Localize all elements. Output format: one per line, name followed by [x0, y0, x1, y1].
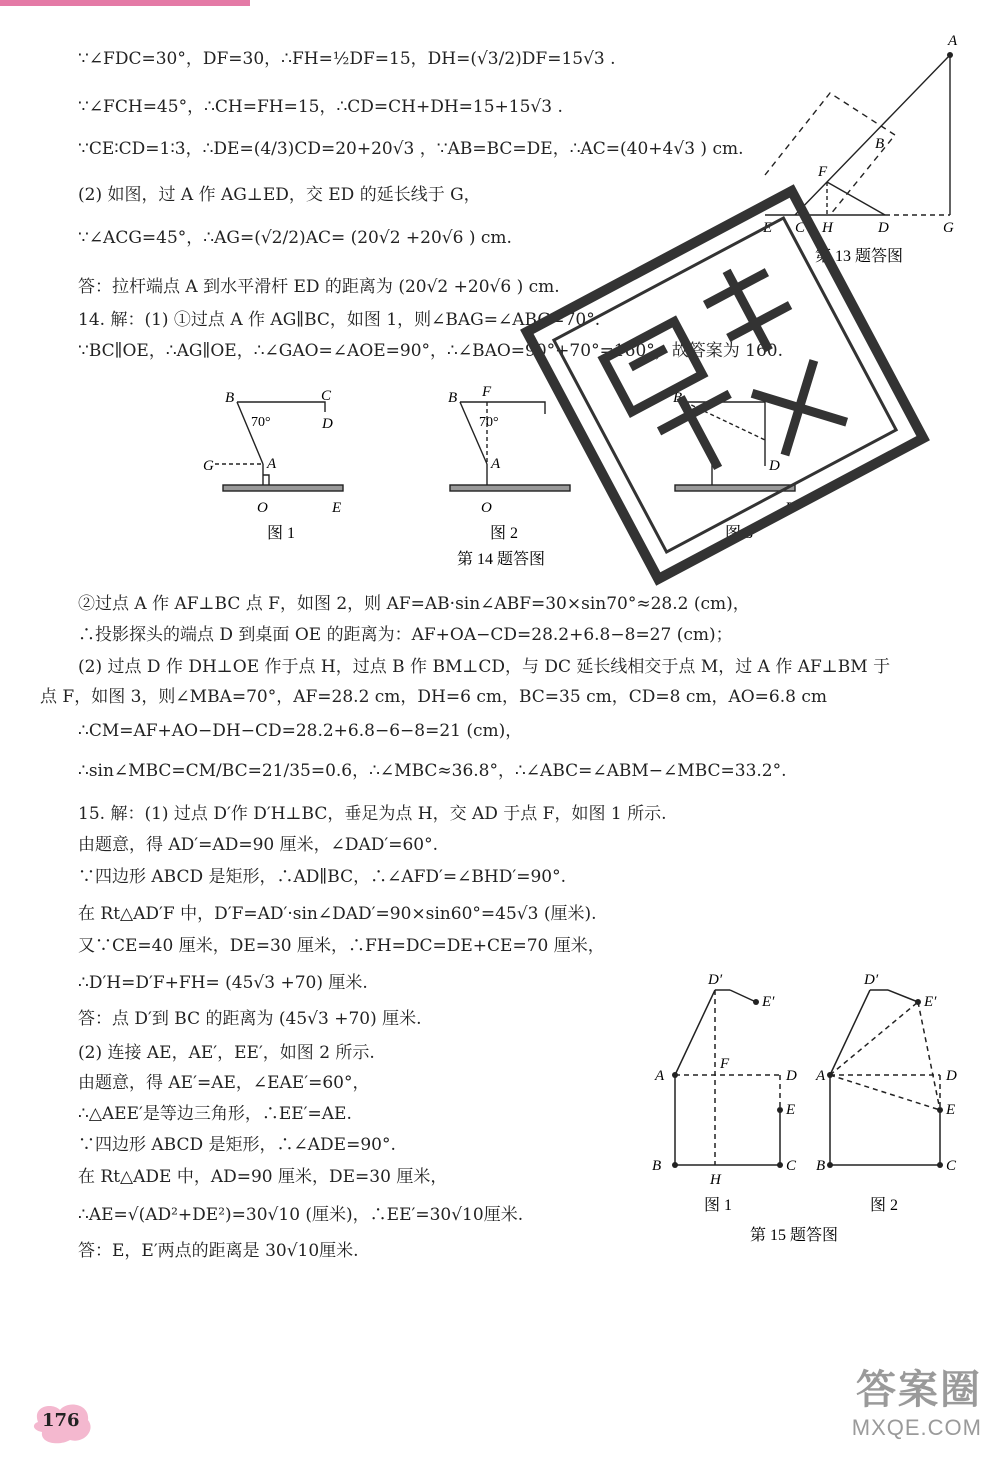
fig15-2-point-a [827, 1072, 833, 1078]
fig14-1-label-d: D [322, 416, 333, 432]
fig15-2-label-a: A [816, 1068, 826, 1084]
fig14-2-label-f: F [482, 384, 492, 400]
fig14-3-label-e: E [785, 500, 795, 516]
fig14-2-label-a: A [491, 456, 501, 472]
fig15-2-adp [830, 990, 870, 1075]
fig14-1-angle: 70° [251, 415, 271, 430]
watermark-line1: 答案圈 [856, 1368, 982, 1412]
fig15-1-label-d: D [786, 1068, 797, 1084]
fig15-1-dpep [730, 990, 756, 1002]
line-14-1: 14. 解：(1) ①过点 A 作 AG∥BC，如图 1，则∠BAG=∠ABC=70°. [78, 310, 601, 330]
fig15-1-abc [675, 1075, 780, 1165]
fig15-2-label-b: B [816, 1158, 826, 1174]
watermark-line2: MXQE.COM [851, 1415, 982, 1440]
fig13-caption: 第 13 题答图 [815, 248, 904, 265]
fig14-1-label-g: G [203, 458, 214, 474]
fig15-2-point-b [827, 1162, 833, 1168]
line-15-4: 在 Rt△AD′F 中，D′F=AD′·sin∠DAD′=90×sin60°=45√3 (厘米). [78, 904, 597, 924]
line-13-2: ∵∠FCH=45°，∴CH=FH=15，∴CD=CH+DH=15+15√3 . [78, 97, 563, 117]
fig15-2-label-dp: D′ [864, 972, 879, 988]
fig15-2-abc [830, 1075, 940, 1165]
line-15-5: 又∵CE=40 厘米，DE=30 厘米，∴FH=DC=DE+CE=70 厘米， [78, 936, 605, 956]
fig15-2-dpep [888, 990, 918, 1002]
fig13-label-b: B [875, 136, 885, 152]
fig14-1-bc [237, 402, 325, 412]
fig14-sub1: 图 1 [267, 525, 296, 542]
line-15-2: 由题意，得 AD′=AD=90 厘米，∠DAD′=60°. [78, 835, 439, 855]
line-15-7: 答：点 D′到 BC 的距离为 (45√3 +70) 厘米. [78, 1009, 422, 1029]
line-15-11: ∵四边形 ABCD 是矩形，∴∠ADE=90°. [78, 1135, 396, 1155]
seal-glyph-2 [696, 252, 851, 455]
fig14-2-label-b: B [448, 390, 458, 406]
line-13-4: (2) 如图，过 A 作 AG⊥ED，交 ED 的延长线于 G， [78, 185, 481, 205]
line-15-8: (2) 连接 AE，AE′，EE′，如图 2 所示. [78, 1043, 375, 1063]
fig14-1-label-e: E [332, 500, 342, 516]
fig15-2-point-e [937, 1107, 943, 1113]
fig14-1-label-c: C [321, 388, 332, 404]
fig13-label-a: A [948, 33, 958, 49]
line-15-12: 在 Rt△ADE 中，AD=90 厘米，DE=30 厘米， [78, 1167, 448, 1187]
line-13-answer: 答：拉杆端点 A 到水平滑杆 ED 的距离为 (20√2 +20√6 ) cm. [78, 277, 560, 297]
fig15-1-label-e: E [786, 1102, 796, 1118]
fig14-1-label-b: B [225, 390, 235, 406]
fig15-2-label-d: D [946, 1068, 957, 1084]
figure-15 [640, 960, 980, 1250]
fig15-2-aep [830, 1002, 918, 1075]
fig13-label-f: F [818, 164, 828, 180]
line-14-7: ∴CM=AF+AO−DH−CD=28.2+6.8−6−8=21 (cm)， [78, 721, 523, 741]
fig15-1-label-dp: D′ [708, 972, 723, 988]
line-15-1: 15. 解：(1) 过点 D′作 D′H⊥BC，垂足为点 H，交 AD 于点 F，如图 1 所示. [78, 804, 667, 824]
line-14-4: ∴投影探头的端点 D 到桌面 OE 的距离为：AF+OA−CD=28.2+6.8−8=27 (cm)； [78, 625, 733, 645]
line-15-9: 由题意，得 AE′=AE，∠EAE′=60°， [78, 1073, 370, 1093]
fig15-2-ae [830, 1075, 940, 1110]
fig14-sub2: 图 2 [490, 525, 519, 542]
line-15-answer: 答：E，E′两点的距离是 30√10厘米. [78, 1241, 359, 1261]
fig14-2-ab [460, 402, 487, 464]
line-15-13: ∴AE=√(AD²+DE²)=30√10 (厘米)，∴EE′=30√10厘米. [78, 1205, 524, 1225]
fig14-1-ab [237, 402, 263, 464]
line-14-3: ②过点 A 作 AF⊥BC 点 F，如图 2，则 AF=AB·sin∠ABF=30×sin70°≈28.2 (cm)， [78, 594, 750, 614]
line-14-8: ∴sin∠MBC=CM/BC=21/35=0.6，∴∠MBC≈36.8°，∴∠ABC=∠ABM−∠MBC=33.2°. [78, 761, 787, 781]
line-15-6: ∴D′H=D′F+FH= (45√3 +70) 厘米. [78, 973, 368, 993]
fig13-label-h: H [822, 220, 833, 236]
seal-inner-frame [554, 218, 896, 552]
fig13-label-g: G [943, 220, 954, 236]
line-14-5: (2) 过点 D 作 DH⊥OE 作于点 H，过点 B 作 BM⊥CD，与 DC 延长线相交于点 M，过 A 作 AF⊥BM 于 [78, 657, 891, 677]
fig15-1-label-b: B [652, 1158, 662, 1174]
fig15-1-point-a [672, 1072, 678, 1078]
fig15-sub2: 图 2 [870, 1197, 899, 1214]
line-13-3: ∵CE∶CD=1∶3，∴DE=(4/3)CD=20+20√3 ，∵AB=BC=DE，∴AC=(40+4√3 ) cm. [78, 139, 744, 159]
fig15-1-adp [675, 990, 715, 1075]
fig15-1-label-h: H [710, 1172, 721, 1188]
fig13-label-d: D [878, 220, 889, 236]
fig15-1-point-b [672, 1162, 678, 1168]
page-number-badge [30, 1400, 96, 1444]
fig15-sub1: 图 1 [704, 1197, 733, 1214]
fig14-1-label-a: A [267, 456, 277, 472]
page-number: 176 [42, 1410, 80, 1431]
fig14-3-label-d: D [769, 458, 780, 474]
fig14-1-label-o: O [257, 500, 268, 516]
fig15-1-label-ep: E′ [762, 994, 775, 1010]
line-15-3: ∵四边形 ABCD 是矩形，∴AD∥BC，∴∠AFD′=∠BHD′=90°. [78, 867, 566, 887]
fig14-2-label-o: O [481, 500, 492, 516]
fig14-2-angle: 70° [479, 415, 499, 430]
line-14-2: ∵BC∥OE，∴AG∥OE，∴∠GAO=∠AOE=90°，∴∠BAO=90°+70°=160°，故答案为 160. [78, 341, 784, 361]
fig15-1-label-c: C [786, 1158, 797, 1174]
fig14-1-right-angle [263, 475, 269, 485]
line-13-5: ∵∠ACG=45°，∴AG=(√2/2)AC= (20√2 +20√6 ) cm. [78, 228, 512, 248]
fig15-1-label-f: F [720, 1056, 730, 1072]
line-14-6: 点 F，如图 3，则∠MBA=70°，AF=28.2 cm，DH=6 cm，BC=35 cm，CD=8 cm，AO=6.8 cm [40, 687, 828, 707]
fig14-1-desk [223, 485, 343, 491]
line-13-1: ∵∠FDC=30°，DF=30，∴FH=½DF=15，DH=(√3/2)DF=15√3 . [78, 49, 616, 69]
header-accent-bar [0, 0, 250, 6]
fig14-sub3: 图 3 [725, 525, 754, 542]
fig13-label-c: C [795, 220, 806, 236]
fig15-2-label-c: C [946, 1158, 957, 1174]
fig15-2-label-ep: E′ [924, 994, 937, 1010]
fig15-2-point-c [937, 1162, 943, 1168]
seal-glyph-1 [604, 314, 758, 491]
seal-stamp [500, 175, 950, 595]
fig13-point-a [947, 52, 953, 58]
fig14-3-label-b: B [673, 390, 683, 406]
fig15-caption: 第 15 题答图 [750, 1227, 839, 1244]
fig15-2-point-ep [915, 999, 921, 1005]
fig13-label-e: E [763, 220, 773, 236]
fig14-caption: 第 14 题答图 [457, 551, 546, 568]
fig15-1-point-ep [753, 999, 759, 1005]
line-15-10: ∴△AEE′是等边三角形，∴EE′=AE. [78, 1104, 352, 1124]
fig15-1-point-c [777, 1162, 783, 1168]
fig15-1-label-a: A [655, 1068, 665, 1084]
fig15-2-label-e: E [946, 1102, 956, 1118]
fig15-2-eep [918, 1002, 940, 1110]
fig15-1-point-e [777, 1107, 783, 1113]
watermark [852, 1358, 982, 1441]
